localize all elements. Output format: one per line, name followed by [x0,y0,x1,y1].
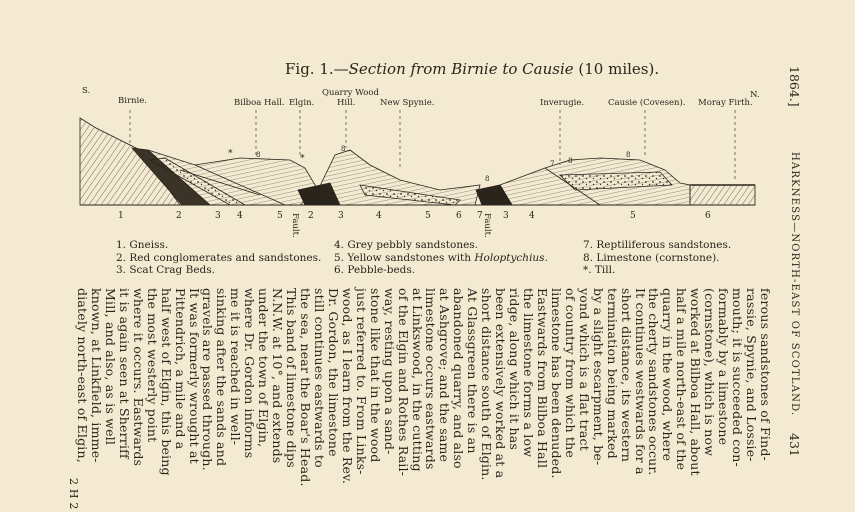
body-text-line: just referred to. From Links- [353,288,369,475]
legend-item: *. Till. [583,264,616,276]
signature-mark: 2 H 2 [67,478,80,510]
body-text-line: been extensively worked at a [493,288,509,479]
body-text-line: sinking after the sands and [214,288,230,467]
bed-number: 2 [176,211,182,221]
bed-number: 3 [215,211,221,221]
body-text-line: of the Elgin and Rothes Rail- [395,288,411,477]
body-text-line: the limestone forms a low [521,288,537,458]
bed-number: 5 [630,211,636,221]
figure-title-prefix: Fig. 1.— [285,60,349,78]
body-text-line: the sea, near the Boar's Head. [298,288,314,487]
body-text-line: short distance, its western [618,288,634,463]
section-marker: * [300,154,305,164]
body-text-line: known, at Linkfield, imme- [88,288,104,463]
bed-number: 5 [277,211,283,221]
body-text-line: This band of limestone dips [284,288,300,468]
body-text-line: At Glassgreen there is an [465,288,481,454]
page-number: 431 [787,433,802,457]
body-text-line: half west of Elgin, this being [158,288,174,476]
section-marker: 8 [485,175,490,183]
place-label: Bilboa Hall. [234,98,285,108]
body-text-line: termination being marked [604,288,620,459]
bed-number: 5 [425,211,431,221]
bed-number: 6 [705,211,711,221]
body-text-line: ridge, along which it has [507,288,523,451]
body-text-line: limestone occurs eastwards [423,288,439,470]
legend-item [334,252,548,265]
body-text-line: at Linkswood, in the cutting [409,288,425,472]
body-text-line: wood, as I learn from the Rev. [339,288,355,485]
body-text-line: mouth; it is succeeded con- [730,288,746,467]
body-text-line: stone like that in the wood [367,288,383,463]
place-label: Moray Firth. [698,98,753,108]
body-text-line: Pittendrich, a mile and a [172,288,188,450]
body-text-line: way, resting upon a sand- [381,288,397,455]
body-text-line: yond which is a flat tract [576,288,592,451]
body-text-line: N.N.W. at 10°, and extends [270,288,286,464]
legend-item-text: 5. Yellow sandstones with [334,251,475,264]
body-text-line: formably by a limestone [716,288,732,446]
bed-number: 3 [503,211,509,221]
body-text-line: the most westerly point [144,288,160,443]
section-marker: 8 [341,145,346,153]
bed-number: 4 [376,211,382,221]
legend-item: 4. Grey pebbly sandstones. [334,239,479,251]
running-head-year: 1864.] [787,66,802,107]
body-text-line: where Dr. Gordon informs [242,288,258,459]
figure-title [285,60,659,78]
figure-title-italic: Section from Birnie to Causie [348,60,574,78]
body-text-line: of country from which the [562,288,578,458]
body-text-line: under the town of Elgin, [256,288,272,448]
body-text-line: it is again seen at Sherriff [116,288,132,459]
body-text-line: abandoned quarry, and also [451,288,467,469]
body-text-line: me it is reached in well- [228,288,244,446]
legend-item: 1. Gneiss. [116,239,169,251]
figure-title-suffix: (10 miles). [573,60,660,78]
body-text-line: It continues westwards for a [632,288,648,475]
body-text-line: by a slight escarpment, be- [590,288,606,466]
body-text-line: Eastwards from Bilboa Hall [534,288,550,469]
legend-item-italic: Holoptychius. [474,251,548,264]
legend-item: 6. Pebble-beds. [334,264,416,276]
body-text-line: Dr. Gordon, the limestone [325,288,341,457]
place-label: Birnie. [118,96,147,106]
bed-number: 2 [308,211,314,221]
fault-label: Fault. [290,213,300,238]
running-head-title: HARKNESS—NORTH-EAST OF SCOTLAND. [789,152,800,417]
legend-column-3 [583,239,731,277]
bed-number: 3 [338,211,344,221]
place-label: Inverugie. [540,98,585,108]
compass-north: N. [750,90,760,100]
bed-number: 6 [456,211,462,221]
body-text-line: It was formerly wrought at [186,288,202,464]
place-label: Quarry Wood [322,88,379,98]
body-text-line: (cornstone), which is now [702,288,718,457]
body-text-line: limestone has been denuded. [548,288,564,479]
sea [690,185,755,205]
place-label: New Spynie. [380,98,435,108]
bed-number: 4 [237,211,243,221]
body-text-line: ferous sandstones of Find- [758,288,773,461]
section-marker: 7 [550,160,555,168]
fault-label: Fault. [482,213,492,238]
body-text-line: worked at Bilboa Hall, about [688,288,704,476]
legend-item: 8. Limestone (cornstone). [583,251,720,264]
section-marker: * [228,149,233,159]
strata [80,118,755,205]
legend-item: 7. Reptiliferous sandstones. [583,239,732,251]
compass-south: S. [82,86,91,96]
legend-item: 2. Red conglomerates and sandstones. [116,251,322,264]
body-text-line: rassie, Spynie, and Lossie- [744,288,760,462]
body-text-line: the cherty sandstones occur. [646,288,662,476]
bed-number: 7 [477,211,483,221]
body-text-line: gravels are passed through. [200,288,216,471]
body-text-line: quarry in the wood, where [660,288,676,462]
place-label: Elgin. [289,98,315,108]
place-label: Hill. [337,98,356,108]
section-marker: 8 [256,151,261,159]
bed-number: 4 [529,211,535,221]
legend-column-2 [334,239,548,277]
body-text-line: diately north-east of Elgin, [75,288,90,463]
bed-number: 1 [118,211,124,221]
body-text-line: short distance south of Elgin. [479,288,495,481]
legend-item: 3. Scat Crag Beds. [116,264,215,276]
section-marker: 8 [568,157,573,165]
body-text-line: half a mile north-east of the [674,288,690,471]
legend-column-1 [116,239,321,277]
section-marker: 8 [626,151,631,159]
body-text-line: still continues eastwards to [311,288,327,468]
body-text-line: where it occurs. Eastwards [130,288,146,467]
place-label: Causie (Covesen). [608,98,686,108]
body-text-line: Mill, and also, as is well [102,288,118,446]
body-text-line: at Ashgrove; and the same [437,288,453,463]
